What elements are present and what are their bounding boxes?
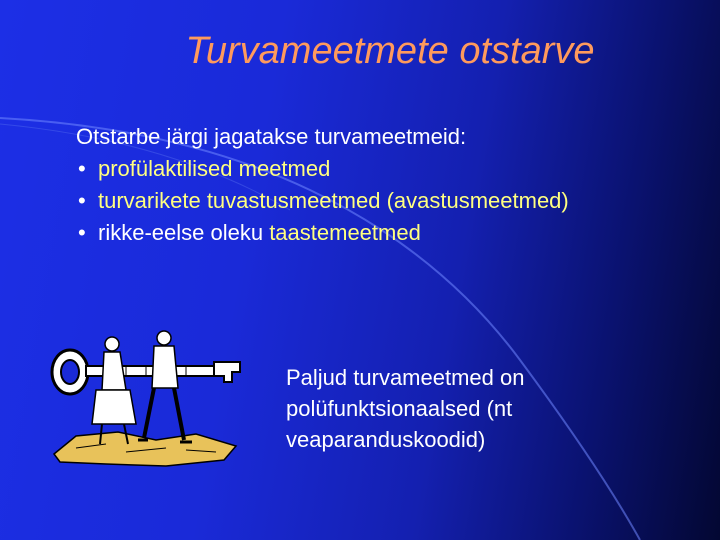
bullet-list [76,154,676,248]
two-people-carrying-key-clipart [46,328,246,468]
bullet-marker: • [78,220,86,245]
side-note: Paljud turvameetmed on polüfunktsionaalsed (nt veaparanduskoodid) [286,365,525,452]
bullet-text-accent: taastemeetmed [269,220,421,245]
content-heading: Otstarbe järgi jagatakse turvameetmeid: [76,124,467,149]
bullet-marker: • [78,188,86,213]
bullet-marker: • [78,156,86,181]
slide-title: Turvameetmete otstarve [185,30,595,72]
content-block [76,122,676,250]
bullet-text: profülaktilised meetmed [98,156,331,181]
bullet-text: turvarikete tuvastusmeetmed (avastusmeetmed) [98,188,569,213]
bullet-text: rikke-eelse oleku [98,220,270,245]
bullet-item [76,218,676,248]
bullet-item [76,154,676,184]
bullet-item [76,186,676,216]
